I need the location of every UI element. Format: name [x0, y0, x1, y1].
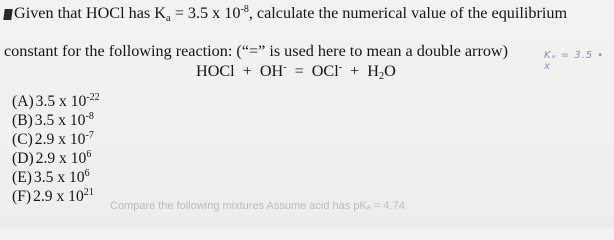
- question-line-2: constant for the following reaction: (“=” is used here to mean a double arrow): [4, 42, 509, 60]
- product-hypochlorite: OCl-: [311, 62, 343, 80]
- question-marker: [3, 9, 13, 20]
- option-d[interactable]: (D) 2.9 x $10^6$: [12, 148, 92, 167]
- ka-exponent: -8: [240, 4, 249, 15]
- handwritten-note: Kₐ = 3.5 • x: [544, 50, 605, 72]
- equilibrium-sign: =: [294, 62, 304, 80]
- option-a[interactable]: (A) 3.5 x $10^{-22}$: [12, 92, 100, 110]
- question-text-a: Given that HOCl has K: [14, 4, 166, 22]
- reactant-hydroxide: OH-: [259, 62, 287, 80]
- option-f[interactable]: (F) 2.9 x $10^{21}$: [12, 186, 94, 205]
- product-water: $H_2O$: [367, 62, 396, 82]
- question-line-1: [14, 4, 567, 23]
- ka-subscript: a: [165, 13, 171, 24]
- reactant-hocl: HOCl: [196, 62, 235, 80]
- plus-sign: +: [350, 62, 360, 80]
- answer-options: [12, 93, 100, 206]
- question-text-b: = 3.5 x 10: [170, 4, 241, 22]
- plus-sign: +: [242, 62, 252, 80]
- option-e[interactable]: (E) 3.5 x $10^6$: [12, 167, 90, 186]
- reaction-equation: [192, 62, 400, 81]
- question-text-c: , calculate the numerical value of the equilibrium: [248, 4, 568, 22]
- option-b[interactable]: (B) 3.5 x $10^{-8}$: [12, 110, 94, 129]
- option-c[interactable]: (C) 2.9 x $10^{-7}$: [12, 129, 94, 148]
- faint-background-text: Compare the following mixtures Assume acid has pKₐ = 4.74: [110, 200, 405, 212]
